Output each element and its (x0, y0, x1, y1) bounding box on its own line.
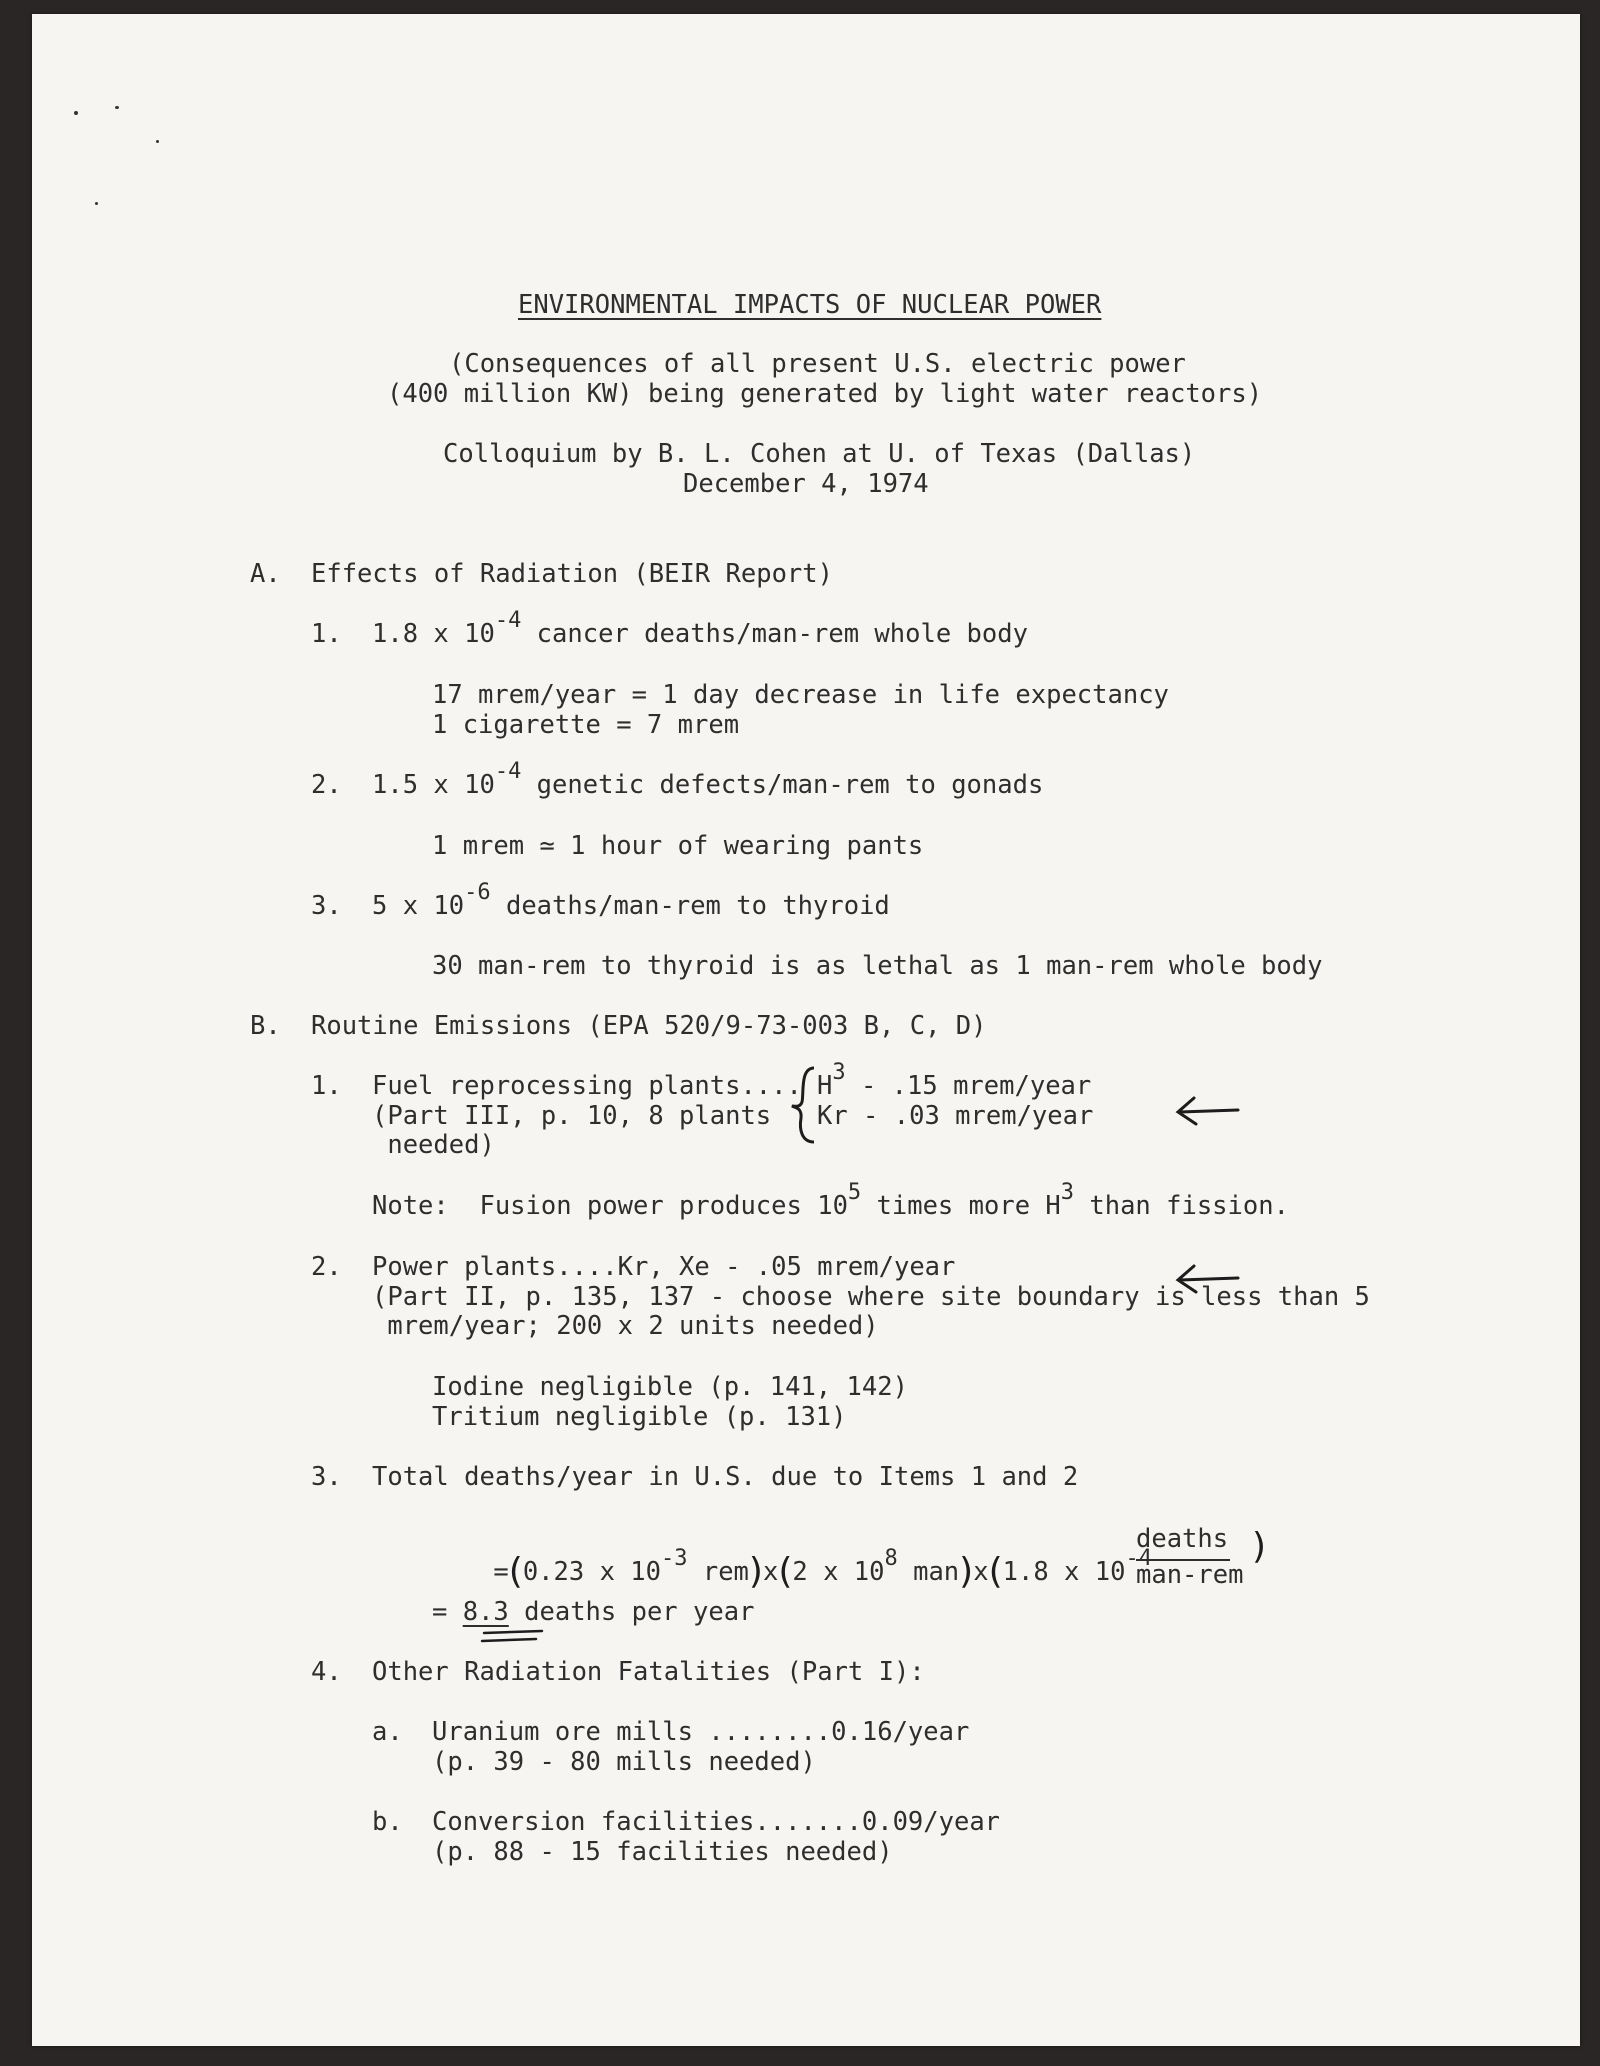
item-a3-exp: -6 (464, 879, 491, 905)
curly-brace-mark (790, 1064, 820, 1144)
item-a1-text (372, 607, 1028, 649)
item-a3-number: 3. (311, 891, 342, 921)
section-a-marker: A. (250, 559, 281, 589)
item-b2-note-1: Iodine negligible (p. 141, 142) (432, 1372, 908, 1402)
item-b1-note-mid: times more H (861, 1191, 1061, 1221)
ink-speck (156, 140, 159, 143)
item-a3-pre: 5 x 10 (372, 891, 465, 921)
result-eq-sign: = (432, 1597, 463, 1627)
ink-speck (74, 111, 78, 115)
eq-c-exp: -4 (1125, 1545, 1152, 1571)
eq-b-pre: 2 x 10 (792, 1557, 885, 1587)
document-title: ENVIRONMENTAL IMPACTS OF NUCLEAR POWER (518, 290, 1102, 320)
item-a2-post: genetic defects/man-rem to gonads (521, 770, 1044, 800)
item-a2-note-1: 1 mrem ≃ 1 hour of wearing pants (432, 831, 924, 861)
section-a-heading: Effects of Radiation (BEIR Report) (311, 559, 833, 589)
eq-a-exp: -3 (661, 1545, 688, 1571)
item-b1-note-pre: Note: Fusion power produces 10 (372, 1191, 848, 1221)
item-b2-number: 2. (311, 1252, 342, 1282)
item-b1-note-exp2: 3 (1060, 1179, 1075, 1205)
item-b1-line-2: (Part III, p. 10, 8 plants (372, 1101, 772, 1131)
item-a1-pre: 1.8 x 10 (372, 619, 495, 649)
item-a1-exp: -4 (494, 607, 522, 633)
item-b3-heading: Total deaths/year in U.S. due to Items 1 and 2 (372, 1462, 1079, 1492)
eq-a-pre: 0.23 x 10 (522, 1557, 661, 1587)
item-b3-number: 3. (311, 1462, 342, 1492)
double-underline-mark (480, 1628, 550, 1644)
document-page (32, 14, 1580, 2046)
result-value: 8.3 (462, 1597, 509, 1627)
colloquium-line: Colloquium by B. L. Cohen at U. of Texas (Dallas) (443, 439, 1196, 469)
ink-speck (115, 106, 119, 109)
paren-close: ) (959, 1551, 974, 1592)
paren-close: ) (1252, 1526, 1267, 1567)
eq-sign: = (493, 1557, 509, 1587)
item-a3-note-1: 30 man-rem to thyroid is as lethal as 1 man-rem whole body (432, 951, 1323, 981)
item-a2-exp: -4 (494, 758, 522, 784)
item-b1-h3 (817, 1059, 1092, 1101)
item-a2-number: 2. (311, 770, 342, 800)
item-b3-result (432, 1597, 754, 1627)
section-b-marker: B. (250, 1011, 281, 1041)
item-b1-note-exp1: 5 (847, 1179, 862, 1205)
arrow-left-icon (1172, 1262, 1242, 1298)
item-a1-note-2: 1 cigarette = 7 mrem (432, 710, 740, 740)
item-b4b-line-2: (p. 88 - 15 facilities needed) (432, 1837, 893, 1867)
eq-a-post: rem (687, 1557, 749, 1587)
subtitle-line-2: (400 million KW) being generated by light water reactors) (387, 379, 1263, 409)
item-b1-line-1: Fuel reprocessing plants.... (372, 1071, 802, 1101)
item-b4a-line-2: (p. 39 - 80 mills needed) (432, 1747, 816, 1777)
colloquium-date: December 4, 1974 (683, 469, 929, 499)
paren-open: ( (988, 1551, 1003, 1592)
eq-fraction-denominator: man-rem (1136, 1560, 1244, 1590)
eq-b-exp: 8 (884, 1545, 898, 1571)
item-b1-note (372, 1179, 1289, 1221)
item-b2-line-3: mrem/year; 200 x 2 units needed) (372, 1311, 879, 1341)
item-a1-post: cancer deaths/man-rem whole body (521, 619, 1028, 649)
item-b1-line-3: needed) (372, 1130, 495, 1160)
result-post: deaths per year (508, 1597, 755, 1627)
item-b4a-letter: a. (372, 1717, 403, 1747)
eq-b-post: man (897, 1557, 960, 1587)
item-a3-post: deaths/man-rem to thyroid (490, 891, 890, 921)
item-b1-number: 1. (311, 1071, 342, 1101)
item-b4a-line-1: Uranium ore mills ........0.16/year (432, 1717, 970, 1747)
eq-c-pre: 1.8 x 10 (1002, 1557, 1126, 1587)
item-b2-note-2: Tritium negligible (p. 131) (432, 1402, 847, 1432)
item-b4-heading: Other Radiation Fatalities (Part I): (372, 1657, 925, 1687)
subtitle-line-1: (Consequences of all present U.S. electric power (449, 349, 1186, 379)
eq-x2: x (973, 1557, 989, 1587)
item-b4b-letter: b. (372, 1807, 403, 1837)
eq-x1: x (762, 1557, 779, 1587)
item-a2-text (372, 758, 1044, 800)
item-b2-line-2: (Part II, p. 135, 137 - choose where site boundary is less than 5 (372, 1282, 1370, 1312)
paren-open: ( (778, 1551, 793, 1592)
item-a1-number: 1. (311, 619, 342, 649)
item-b1-kr: Kr - .03 mrem/year (817, 1101, 1094, 1131)
item-a2-pre: 1.5 x 10 (372, 770, 495, 800)
item-b4-number: 4. (311, 1657, 342, 1687)
arrow-left-icon (1172, 1094, 1242, 1130)
eq-fraction-numerator: deaths (1136, 1524, 1229, 1554)
item-b1-h3-post: - .15 mrem/year (845, 1071, 1092, 1101)
item-b2-line-1: Power plants....Kr, Xe - .05 mrem/year (372, 1252, 956, 1282)
item-b1-h3-pre: H (817, 1071, 833, 1101)
paren-open: ( (508, 1551, 523, 1592)
paren-close: ) (748, 1551, 763, 1592)
section-b-heading: Routine Emissions (EPA 520/9-73-003 B, C, D) (311, 1011, 987, 1041)
item-b4b-line-1: Conversion facilities.......0.09/year (432, 1807, 1001, 1837)
item-b1-note-post: than fission. (1074, 1191, 1289, 1221)
item-a3-text (372, 879, 890, 921)
ink-speck (95, 202, 98, 205)
item-b1-h3-exp: 3 (832, 1059, 846, 1085)
item-a1-note-1: 17 mrem/year = 1 day decrease in life expectancy (432, 680, 1169, 710)
